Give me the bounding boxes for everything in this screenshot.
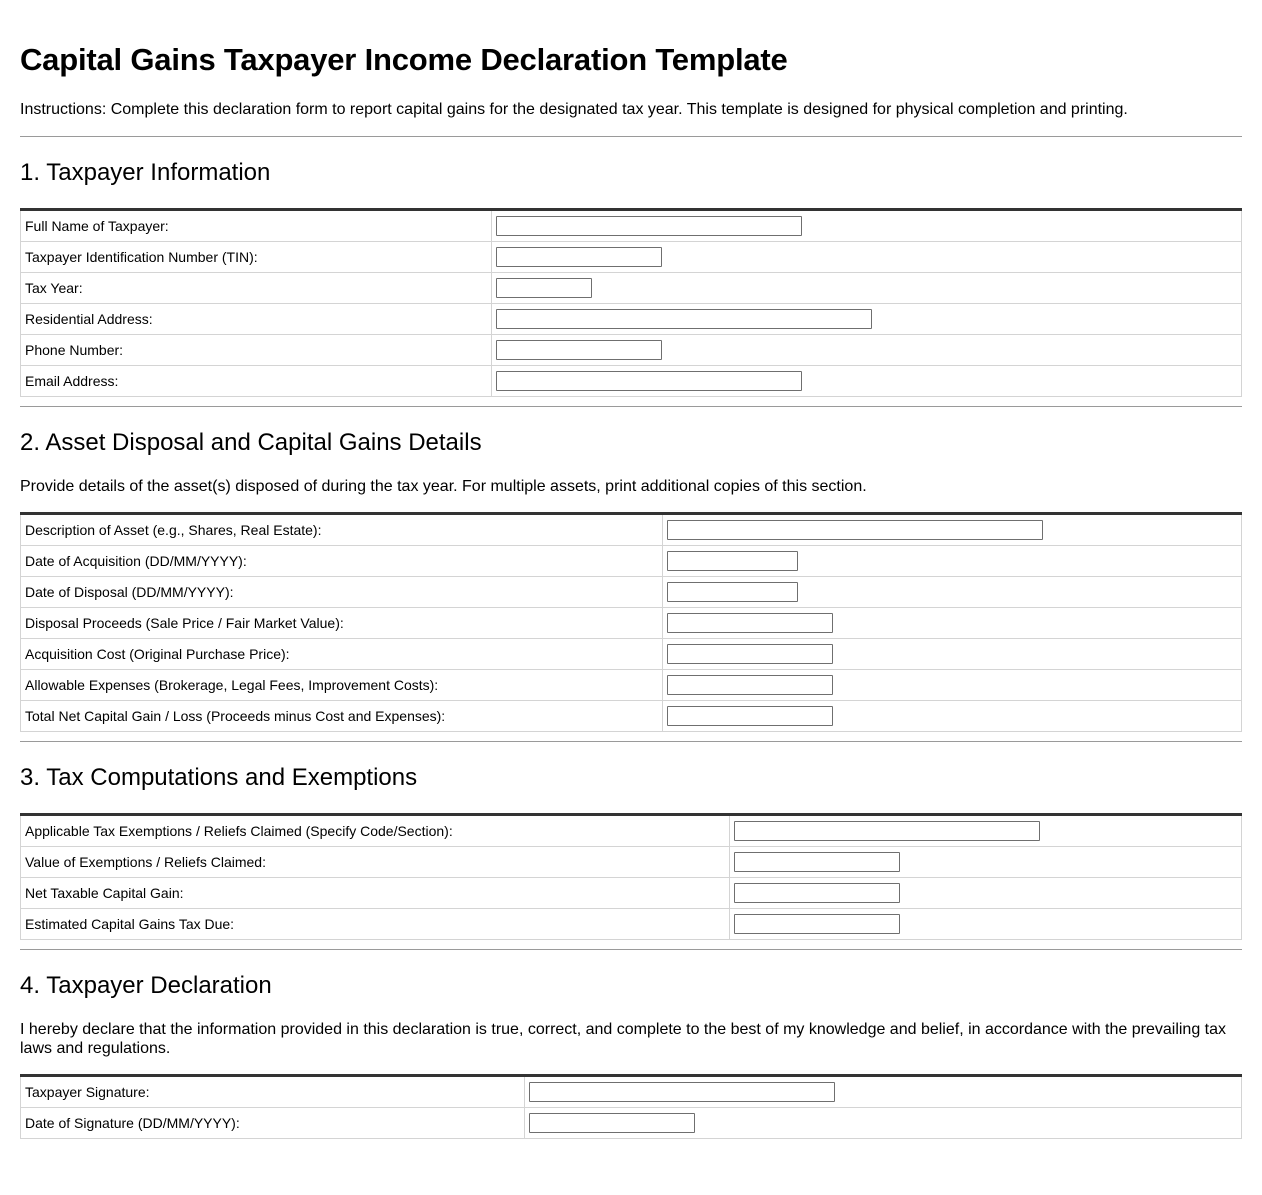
- email-address-label: Email Address:: [21, 366, 492, 397]
- asset-description-field[interactable]: [667, 520, 1043, 540]
- field-cell: [730, 878, 1242, 909]
- allowable-expenses-field[interactable]: [667, 675, 833, 695]
- tax-due-field[interactable]: [734, 914, 900, 934]
- table-row: [21, 242, 1242, 273]
- field-cell: [730, 815, 1242, 847]
- tax-year-field[interactable]: [496, 278, 592, 298]
- declaration-statement: I hereby declare that the information provided in this declaration is true, correct, and complete to the best of my knowledge and belief, in accordance with the prevailing tax laws and regulations.: [20, 1021, 1227, 1057]
- exemptions-claimed-label: Applicable Tax Exemptions / Reliefs Claimed (Specify Code/Section):: [21, 815, 730, 847]
- table-row: [21, 639, 1242, 670]
- section-heading: 2. Asset Disposal and Capital Gains Details: [20, 429, 482, 456]
- field-cell: [663, 577, 1242, 608]
- section-asset-disposal: [20, 429, 1242, 732]
- divider: [20, 406, 1242, 407]
- disposal-date-field[interactable]: [667, 582, 798, 602]
- exemptions-value-label: Value of Exemptions / Reliefs Claimed:: [21, 847, 730, 878]
- disposal-proceeds-field[interactable]: [667, 613, 833, 633]
- divider: [20, 949, 1242, 950]
- acquisition-cost-field[interactable]: [667, 644, 833, 664]
- table-row: [21, 577, 1242, 608]
- table-row: [21, 878, 1242, 909]
- section-heading: 3. Tax Computations and Exemptions: [20, 764, 418, 791]
- net-taxable-gain-field[interactable]: [734, 883, 900, 903]
- acquisition-date-label: Date of Acquisition (DD/MM/YYYY):: [21, 546, 663, 577]
- field-cell: [730, 909, 1242, 940]
- table-row: [21, 815, 1242, 847]
- declaration-table: [20, 1074, 1242, 1139]
- email-address-field[interactable]: [496, 371, 802, 391]
- acquisition-date-field[interactable]: [667, 551, 798, 571]
- phone-number-field[interactable]: [496, 340, 662, 360]
- field-cell: [492, 335, 1242, 366]
- divider: [20, 741, 1242, 742]
- table-row: [21, 909, 1242, 940]
- asset-disposal-table: [20, 512, 1242, 732]
- table-row: [21, 701, 1242, 732]
- section-taxpayer-information: [20, 159, 1242, 397]
- section-taxpayer-declaration: [20, 972, 1242, 1139]
- section-heading: 1. Taxpayer Information: [20, 159, 271, 186]
- field-cell: [663, 514, 1242, 546]
- table-row: [21, 608, 1242, 639]
- full-name-field[interactable]: [496, 216, 802, 236]
- tin-label: Taxpayer Identification Number (TIN):: [21, 242, 492, 273]
- table-row: [21, 304, 1242, 335]
- taxpayer-info-table: [20, 208, 1242, 397]
- table-row: [21, 847, 1242, 878]
- signature-label: Taxpayer Signature:: [21, 1076, 525, 1108]
- table-row: [21, 335, 1242, 366]
- tax-due-label: Estimated Capital Gains Tax Due:: [21, 909, 730, 940]
- tax-year-label: Tax Year:: [21, 273, 492, 304]
- table-row: [21, 1076, 1242, 1108]
- field-cell: [492, 273, 1242, 304]
- table-row: [21, 1108, 1242, 1139]
- field-cell: [663, 701, 1242, 732]
- net-capital-gain-field[interactable]: [667, 706, 833, 726]
- signature-field[interactable]: [529, 1082, 835, 1102]
- tin-field[interactable]: [496, 247, 662, 267]
- full-name-label: Full Name of Taxpayer:: [21, 210, 492, 242]
- asset-description-label: Description of Asset (e.g., Shares, Real Estate):: [21, 514, 663, 546]
- field-cell: [525, 1108, 1242, 1139]
- table-row: [21, 514, 1242, 546]
- field-cell: [525, 1076, 1242, 1108]
- page-title: Capital Gains Taxpayer Income Declaration Template: [20, 42, 788, 77]
- field-cell: [663, 670, 1242, 701]
- phone-number-label: Phone Number:: [21, 335, 492, 366]
- divider: [20, 136, 1242, 137]
- field-cell: [730, 847, 1242, 878]
- field-cell: [663, 546, 1242, 577]
- table-row: [21, 273, 1242, 304]
- field-cell: [492, 304, 1242, 335]
- field-cell: [492, 366, 1242, 397]
- table-row: [21, 210, 1242, 242]
- disposal-proceeds-label: Disposal Proceeds (Sale Price / Fair Market Value):: [21, 608, 663, 639]
- signature-date-field[interactable]: [529, 1113, 695, 1133]
- tax-computations-table: [20, 813, 1242, 940]
- field-cell: [663, 608, 1242, 639]
- exemptions-claimed-field[interactable]: [734, 821, 1040, 841]
- allowable-expenses-label: Allowable Expenses (Brokerage, Legal Fees, Improvement Costs):: [21, 670, 663, 701]
- table-row: [21, 546, 1242, 577]
- acquisition-cost-label: Acquisition Cost (Original Purchase Price):: [21, 639, 663, 670]
- section-note: Provide details of the asset(s) disposed of during the tax year. For multiple assets, print additional copies of this section.: [20, 478, 867, 495]
- section-tax-computations: [20, 764, 1242, 940]
- exemptions-value-field[interactable]: [734, 852, 900, 872]
- residential-address-label: Residential Address:: [21, 304, 492, 335]
- disposal-date-label: Date of Disposal (DD/MM/YYYY):: [21, 577, 663, 608]
- field-cell: [492, 210, 1242, 242]
- table-row: [21, 670, 1242, 701]
- field-cell: [492, 242, 1242, 273]
- net-capital-gain-label: Total Net Capital Gain / Loss (Proceeds minus Cost and Expenses):: [21, 701, 663, 732]
- field-cell: [663, 639, 1242, 670]
- table-row: [21, 366, 1242, 397]
- instructions-text: Instructions: Complete this declaration form to report capital gains for the designated tax year. This template is designed for physical completion and printing.: [20, 101, 1128, 118]
- section-heading: 4. Taxpayer Declaration: [20, 972, 272, 999]
- residential-address-field[interactable]: [496, 309, 872, 329]
- signature-date-label: Date of Signature (DD/MM/YYYY):: [21, 1108, 525, 1139]
- net-taxable-gain-label: Net Taxable Capital Gain:: [21, 878, 730, 909]
